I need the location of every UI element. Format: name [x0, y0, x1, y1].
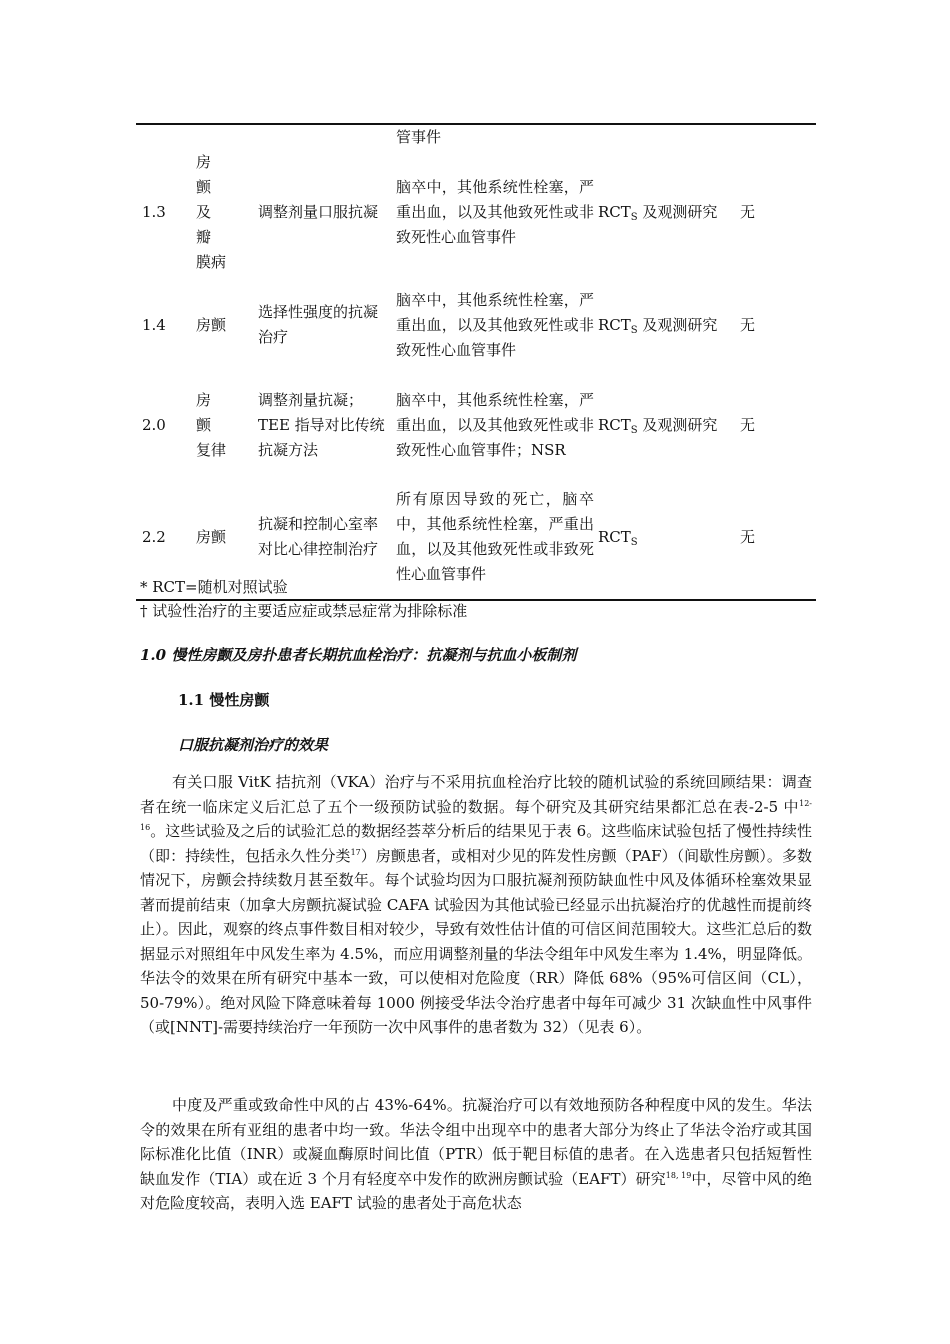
row-outcomes: 脑卒中，其他系统性栓塞，严重出血，以及其他致死性或非致死性心血管事件	[396, 290, 594, 359]
table-row-continued	[136, 124, 816, 150]
table-row	[136, 150, 816, 275]
row-exclusion: 无	[740, 527, 756, 546]
row-id: 1.3	[142, 203, 166, 221]
row-intervention: 调整剂量抗凝；TEE 指导对比传统抗凝方法	[258, 390, 385, 459]
citation: 18, 19	[665, 1170, 692, 1180]
row-population: 房 颤 复律	[196, 390, 227, 459]
table-row	[136, 275, 816, 375]
section-heading: 1.0 慢性房颤及房扑患者长期抗血栓治疗：抗凝剂与抗血小板制剂	[140, 646, 577, 664]
row-outcomes: 脑卒中，其他系统性栓塞，严重出血，以及其他致死性或非致死性心血管事件；NSR	[396, 390, 594, 459]
continued-outcome: 管事件	[396, 128, 442, 146]
table-row	[136, 375, 816, 475]
row-intervention: 抗凝和控制心室率对比心律控制治疗	[258, 515, 379, 558]
subsection-heading: 1.1 慢性房颤	[178, 691, 270, 709]
row-design: $RCT_S$ 及观测研究	[598, 415, 718, 436]
body-paragraph-1: 有关口服 VitK 拮抗剂（VKA）治疗与不采用抗血栓治疗比较的随机试验的系统回顾结果：调查者在统一临床定义后汇总了五个一级预防试验的数据。每个研究及其研究结果都汇总在表-2-5 中$^{12-16}$。这些试验及之后的试验汇总的数据经荟萃分析后的结果见于表 6。这些临床试验包括了慢性持续性（即：持续性，包括永久性分类$^{17}$）房颤患者，或相对少见的阵发性房颤（PAF）（间歇性房颤）。多数情况下，房颤会持续数月甚至数年。每个试验均因为口服抗凝剂预防缺血性中风及体循环栓塞效果显著而提前结束（加拿大房颤抗凝试验 CAFA 试验因为其他试验已经显示出抗凝治疗的优越性而提前终止）。因此，观察的终点事件数目相对较少，导致有效性估计值的可信区间范围较大。这些汇总后的数据显示对照组年中风发生率为 4.5%，而应用调整剂量的华法令组年中风发生率为 1.4%，明显降低。华法令的效果在所有研究中基本一致，可以使相对危险度（RR）降低 68%（95%可信区间（CL），50-79%）。绝对风险下降意味着每 1000 例接受华法令治疗患者中每年可减少 31 次缺血性中风事件（或[NNT]-需要持续治疗一年预防一次中风事件的患者数为 32）（见表 6）。	[140, 773, 812, 1036]
study-table	[136, 123, 816, 601]
row-design: $RCT_S$ 及观测研究	[598, 203, 718, 223]
row-id: 2.0	[142, 415, 166, 434]
row-outcomes: 所有原因导致的死亡，脑卒中，其他系统性栓塞，严重出血，以及其他致死性或非致死性心血管事件	[396, 490, 594, 583]
citation: 12-16	[140, 798, 812, 832]
footnote-rct: * RCT=随机对照试验	[140, 578, 288, 596]
row-exclusion: 无	[740, 415, 756, 434]
row-exclusion: 无	[740, 203, 756, 221]
row-population: 房 颤 及 瓣 膜病	[196, 153, 227, 271]
footnote-dagger: † 试验性治疗的主要适应症或禁忌症常为排除标准	[140, 602, 468, 620]
subsubsection-heading: 口服抗凝剂治疗的效果	[178, 736, 329, 754]
row-design: $RCT_S$ 及观测研究	[598, 315, 718, 336]
row-population: 房颤	[196, 315, 227, 334]
row-intervention: 调整剂量口服抗凝	[258, 203, 379, 221]
citation: 17	[350, 847, 361, 857]
row-id: 2.2	[142, 527, 166, 546]
row-outcomes: 脑卒中，其他系统性栓塞，严重出血，以及其他致死性或非致死性心血管事件	[396, 178, 594, 246]
row-id: 1.4	[142, 315, 166, 334]
row-design: $RCT_S$	[598, 527, 638, 548]
row-population: 房颤	[196, 527, 227, 546]
row-exclusion: 无	[740, 315, 756, 334]
body-paragraph-2: 中度及严重或致命性中风的占 43%-64%。抗凝治疗可以有效地预防各种程度中风的发生。华法令的效果在所有亚组的患者中均一致。华法令组中出现卒中的患者大部分为终止了华法令治疗或其国际标准化比值（INR）或凝血酶原时间比值（PTR）低于靶目标值的患者。在入选患者只包括短暂性缺血发作（TIA）或在近 3 个月有轻度卒中发作的欧洲房颤试验（EAFT）研究$^{18, 19}$中，尽管中风的绝对危险度较高，表明入选 EAFT 试验的患者处于高危状态	[140, 1096, 812, 1212]
row-intervention: 选择性强度的抗凝治疗	[258, 303, 379, 346]
